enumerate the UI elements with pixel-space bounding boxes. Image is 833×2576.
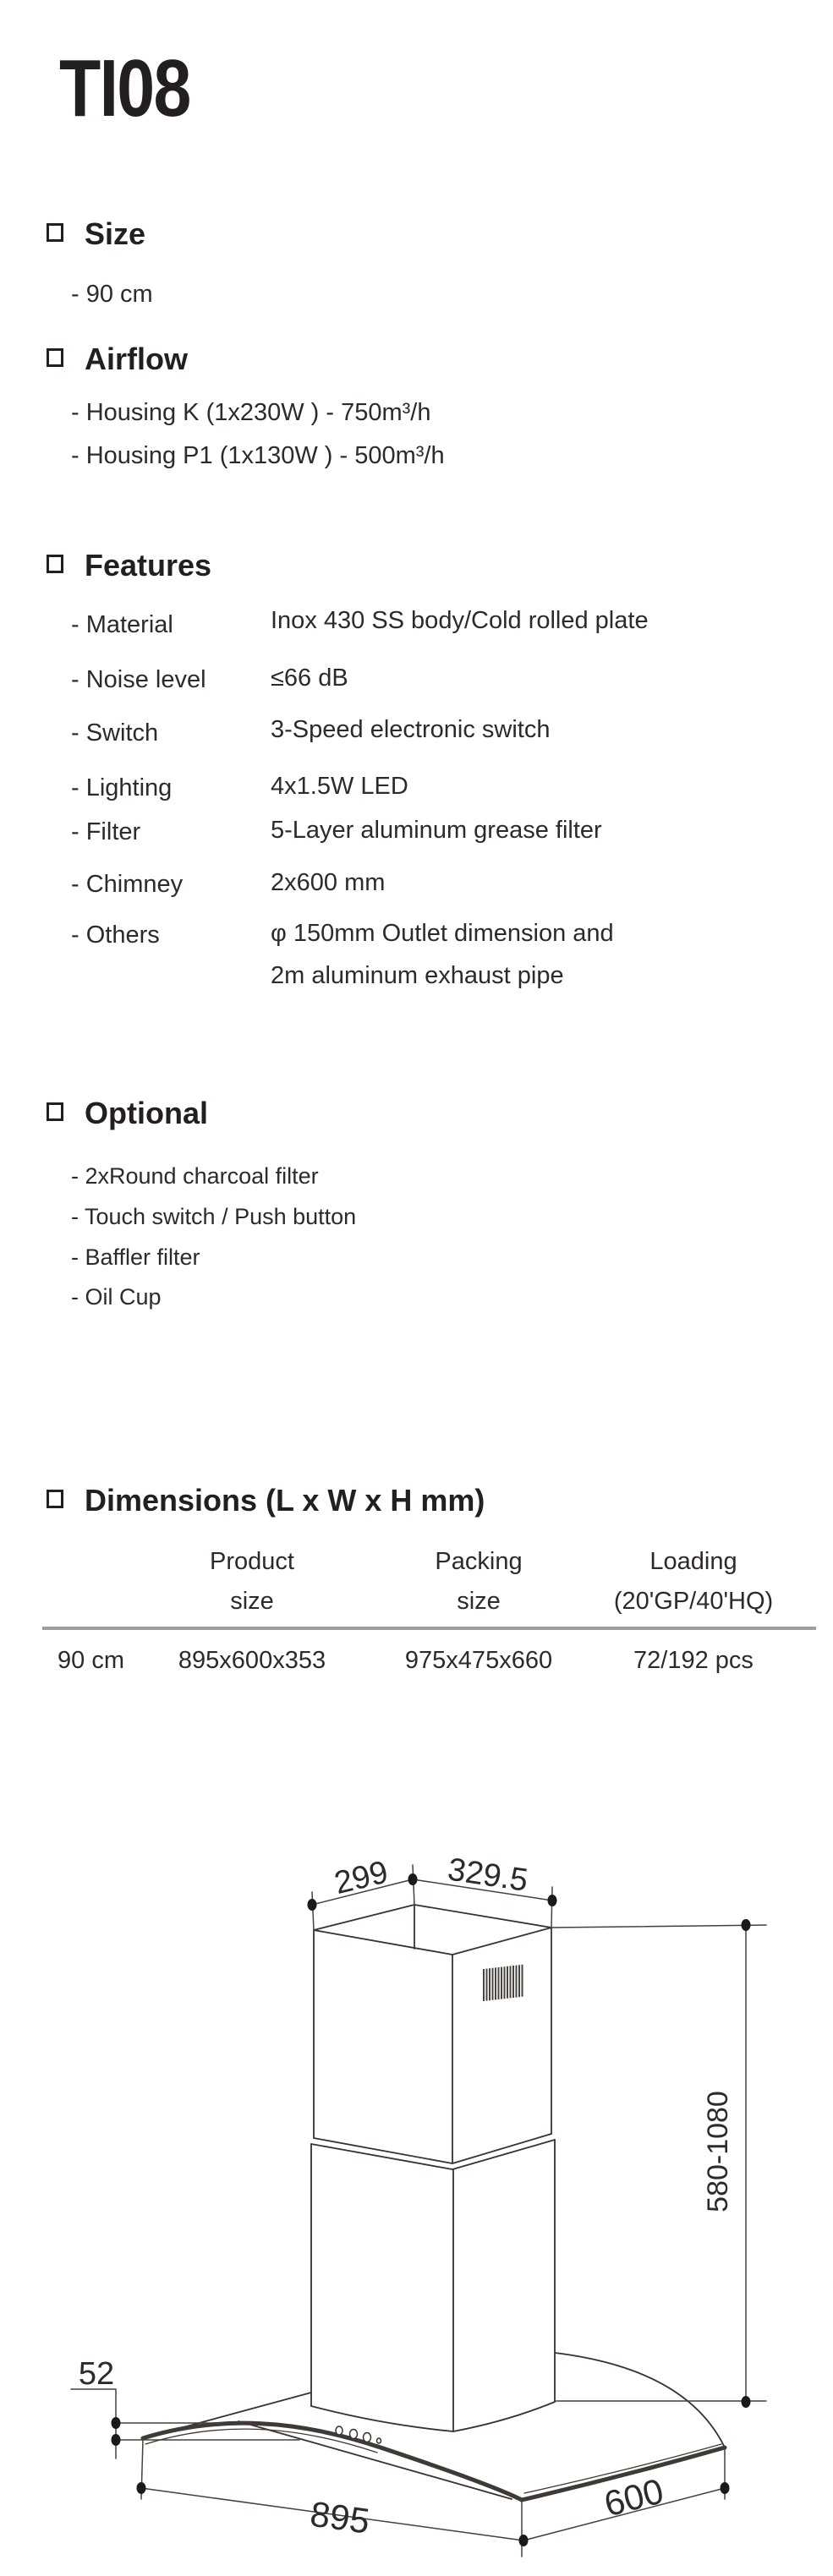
size-item: - 90 cm (71, 281, 153, 308)
chimney-base-curve-right (453, 2402, 555, 2431)
dim-label-329-5: 329.5 (445, 1851, 530, 1899)
feature-value: 5-Layer aluminum grease filter (271, 817, 602, 844)
knob-icon (364, 2433, 371, 2442)
column-header-line: Packing (435, 1548, 523, 1575)
section-title-optional: Optional (85, 1096, 208, 1130)
knob-icon (377, 2438, 381, 2443)
table-cell-product: 895x600x353 (178, 1647, 326, 1674)
dim-label-895: 895 (308, 2493, 372, 2541)
dim-label-299: 299 (331, 1854, 392, 1902)
table-cell-packing: 975x475x660 (404, 1647, 553, 1674)
section-header-size (47, 216, 145, 252)
section-title-airflow: Airflow (85, 342, 188, 376)
section-title-features: Features (85, 548, 212, 582)
table-divider (42, 1627, 816, 1630)
dim-label-600: 600 (600, 2470, 668, 2524)
chimney-seam-upper (314, 2134, 551, 2163)
dimension-dots (112, 1873, 751, 2546)
section-title-dimensions: Dimensions (L x W x H mm) (85, 1483, 485, 1518)
optional-item: - Baffler filter (71, 1244, 200, 1270)
feature-value: φ 150mm Outlet dimension and (271, 920, 614, 947)
column-header-line: size (230, 1588, 274, 1615)
knob-icon (336, 2426, 343, 2435)
vent-grille-icon (484, 1965, 523, 2001)
feature-value: 4x1.5W LED (271, 773, 408, 800)
column-header-line: size (457, 1588, 501, 1615)
section-header-features (47, 548, 211, 583)
square-bullet-icon (47, 1490, 63, 1508)
feature-value: ≤66 dB (271, 665, 348, 692)
square-bullet-icon (47, 555, 63, 573)
column-header-line: Product (210, 1548, 294, 1575)
section-header-optional (47, 1096, 208, 1131)
feature-value: Inox 430 SS body/Cold rolled plate (271, 607, 649, 634)
optional-item: - Oil Cup (71, 1284, 162, 1310)
airflow-item: - Housing P1 (1x130W ) - 500m³/h (71, 442, 445, 469)
optional-item: - 2xRound charcoal filter (71, 1163, 319, 1189)
chimney-top-face (314, 1905, 551, 1955)
square-bullet-icon (47, 223, 63, 242)
dim-label-height-range: 580-1080 (702, 2091, 734, 2212)
feature-label: - Material (71, 611, 173, 638)
column-header-loading (554, 1542, 833, 1622)
knob-icon (350, 2430, 358, 2439)
table-cell-size: 90 cm (58, 1647, 124, 1674)
section-title-size: Size (85, 216, 146, 251)
chimney-base-curve-left (311, 2406, 453, 2431)
square-bullet-icon (47, 1102, 63, 1121)
dim-label-52: 52 (78, 2356, 115, 2392)
square-bullet-icon (47, 348, 63, 367)
glass-back-edge (238, 2421, 512, 2499)
page-title: TI08 (59, 43, 190, 134)
feature-value: 3-Speed electronic switch (271, 716, 551, 743)
optional-item: - Touch switch / Push button (71, 1204, 357, 1229)
column-header-line: Loading (649, 1548, 737, 1575)
feature-label: - Noise level (71, 666, 206, 693)
feature-value-line2: 2m aluminum exhaust pipe (271, 962, 564, 989)
column-header-product-size (163, 1542, 341, 1622)
table-cell-loading: 72/192 pcs (633, 1647, 754, 1674)
technical-drawing (0, 1818, 833, 2576)
canopy-top-right-curve (555, 2353, 725, 2447)
section-header-airflow (47, 342, 188, 377)
feature-label: - Filter (71, 818, 141, 845)
feature-label: - Chimney (71, 871, 184, 898)
section-header-dimensions (47, 1483, 485, 1518)
feature-label: - Switch (71, 719, 159, 747)
airflow-item: - Housing K (1x230W ) - 750m³/h (71, 399, 431, 426)
hood-outline (143, 1905, 725, 2499)
column-header-packing-size (390, 1542, 567, 1622)
column-header-line: (20'GP/40'HQ) (613, 1588, 774, 1615)
glass-front-edge (143, 2423, 522, 2500)
dimension-lines (71, 1865, 766, 2557)
feature-label: - Others (71, 922, 160, 949)
feature-label: - Lighting (71, 774, 173, 801)
feature-value: 2x600 mm (271, 869, 386, 896)
